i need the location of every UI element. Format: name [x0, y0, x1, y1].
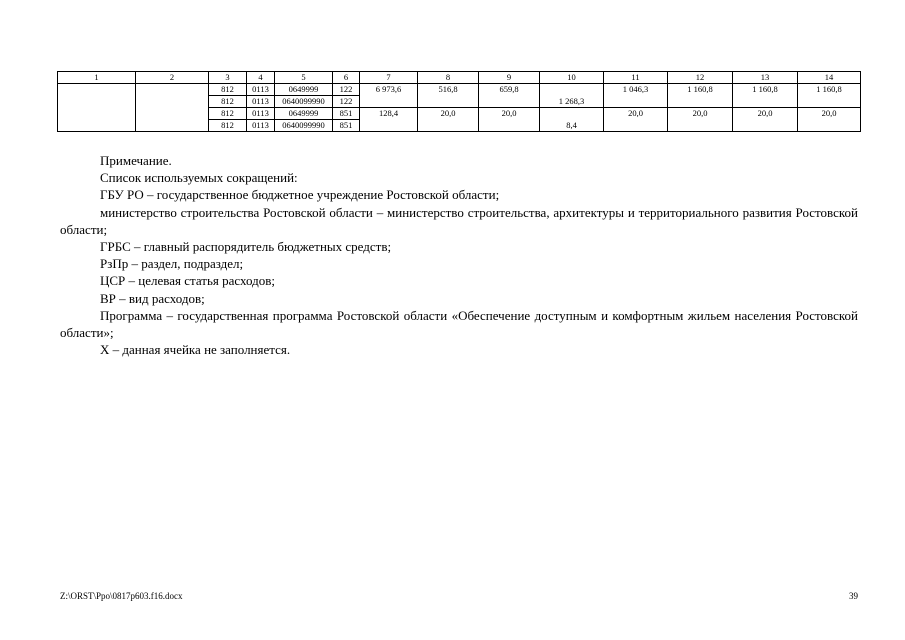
table-row — [58, 84, 861, 96]
table-cell: 0640099990 — [275, 96, 333, 108]
table-cell — [733, 120, 798, 132]
notes-line: министерство строительства Ростовской области – министерство строительства, архитектуры и территориального развития Ростовской области; — [60, 204, 858, 237]
table-cell — [798, 120, 861, 132]
table-cell: 0113 — [247, 96, 275, 108]
table-cell: 20,0 — [479, 108, 540, 120]
table-cell — [360, 120, 418, 132]
table-cell — [418, 120, 479, 132]
table-cell: 20,0 — [418, 108, 479, 120]
table-cell: 851 — [333, 120, 360, 132]
table-cell — [668, 96, 733, 108]
table-cell: 812 — [209, 84, 247, 96]
table-cell: 8,4 — [540, 120, 604, 132]
column-header: 14 — [798, 72, 861, 84]
table-cell: 122 — [333, 96, 360, 108]
table-cell: 1 160,8 — [733, 84, 798, 96]
table-cell: 812 — [209, 108, 247, 120]
column-header: 8 — [418, 72, 479, 84]
table-cell: 1 160,8 — [668, 84, 733, 96]
table-cell: 1 046,3 — [604, 84, 668, 96]
table-cell: 0113 — [247, 108, 275, 120]
column-header: 7 — [360, 72, 418, 84]
table-cell: 851 — [333, 108, 360, 120]
table-cell: 0113 — [247, 120, 275, 132]
column-header: 5 — [275, 72, 333, 84]
table-cell — [604, 120, 668, 132]
column-header: 11 — [604, 72, 668, 84]
table-cell: 20,0 — [604, 108, 668, 120]
column-header: 12 — [668, 72, 733, 84]
table-cell: 0113 — [247, 84, 275, 96]
table-cell: 812 — [209, 120, 247, 132]
column-header: 2 — [136, 72, 209, 84]
table-cell: 20,0 — [668, 108, 733, 120]
table-cell — [418, 96, 479, 108]
table-cell — [604, 96, 668, 108]
merged-empty-cell — [136, 84, 209, 132]
notes-line: ГБУ РО – государственное бюджетное учреждение Ростовской области; — [100, 187, 500, 203]
table-cell: 1 160,8 — [798, 84, 861, 96]
notes-section — [60, 152, 858, 358]
page-number: 39 — [849, 591, 858, 601]
column-header: 10 — [540, 72, 604, 84]
merged-empty-cell — [58, 84, 136, 132]
table-cell — [360, 96, 418, 108]
table-cell — [733, 96, 798, 108]
table-cell: 6 973,6 — [360, 84, 418, 96]
table-cell: 0649999 — [275, 84, 333, 96]
table-cell: 1 268,3 — [540, 96, 604, 108]
footer-file-path: Z:\ORST\Ppo\0817p603.f16.docx — [60, 591, 183, 601]
column-header: 13 — [733, 72, 798, 84]
table-cell — [479, 96, 540, 108]
notes-line: ЦСР – целевая статья расходов; — [100, 273, 275, 289]
table-cell: 128,4 — [360, 108, 418, 120]
column-header: 4 — [247, 72, 275, 84]
notes-line: ГРБС – главный распорядитель бюджетных средств; — [100, 239, 392, 255]
notes-line: ВР – вид расходов; — [100, 290, 205, 306]
table-cell: 516,8 — [418, 84, 479, 96]
notes-line: Программа – государственная программа Ростовской области «Обеспечение доступным и комфортным жильем населения Ростовской области»; — [60, 307, 858, 341]
column-header: 9 — [479, 72, 540, 84]
column-header: 3 — [209, 72, 247, 84]
table-cell: 659,8 — [479, 84, 540, 96]
table-cell: 20,0 — [733, 108, 798, 120]
table-cell — [479, 120, 540, 132]
table-cell: 20,0 — [798, 108, 861, 120]
table-header-row — [58, 72, 861, 84]
column-header: 6 — [333, 72, 360, 84]
notes-line: Х – данная ячейка не заполняется. — [100, 342, 291, 358]
table-cell — [798, 96, 861, 108]
notes-line: РзПр – раздел, подраздел; — [100, 256, 244, 272]
column-header: 1 — [58, 72, 136, 84]
table-cell: 0649999 — [275, 108, 333, 120]
notes-title: Примечание. — [100, 153, 172, 168]
table-cell: 812 — [209, 96, 247, 108]
budget-table — [57, 71, 861, 132]
table-cell — [540, 84, 604, 96]
table-cell: 0640099990 — [275, 120, 333, 132]
table-cell — [540, 108, 604, 120]
table-cell: 122 — [333, 84, 360, 96]
notes-line: Список используемых сокращений: — [100, 170, 298, 186]
table-cell — [668, 120, 733, 132]
